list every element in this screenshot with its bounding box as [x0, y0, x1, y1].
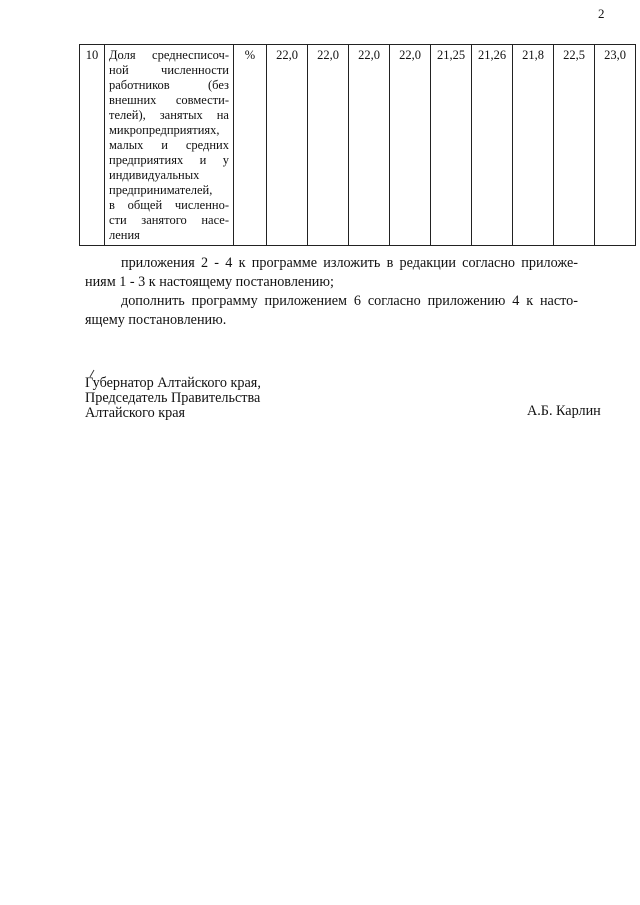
value-cell: 22,0 [267, 45, 308, 246]
signer-name: А.Б. Карлин [527, 403, 601, 419]
indicator-name-line: предприятиях и у [109, 153, 229, 167]
indicator-name-line: работников (без [109, 78, 229, 92]
indicator-name-line: в общей численно- [109, 198, 229, 212]
value-cell: 22,0 [349, 45, 390, 246]
value-cell: 21,8 [513, 45, 554, 246]
value-cell: 23,0 [595, 45, 636, 246]
addition-text: дополнить программу приложением 6 согласно приложению 4 к насто-ящему постановлению. [85, 293, 578, 328]
indicator-name-line: ления [109, 228, 140, 242]
unit-cell: % [234, 45, 267, 246]
indicator-name-line: малых и средних [109, 138, 229, 152]
table-row [80, 45, 636, 246]
indicator-name-line: микропредприятиях, [109, 123, 220, 137]
signature-block [85, 376, 261, 421]
indicator-name-line: индивидуальных [109, 168, 200, 182]
amendment-text: приложения 2 - 4 к программе изложить в редакции согласно приложе-ниям 1 - 3 к настоящему постановлению; [85, 255, 578, 290]
indicator-name-line: предпринимателей, [109, 183, 213, 197]
indicator-table [79, 44, 636, 246]
indicator-name-line: сти занятого насе- [109, 213, 229, 227]
signature-title-line: Алтайского края [85, 405, 186, 421]
value-cell: 21,25 [431, 45, 472, 246]
value-cell: 21,26 [472, 45, 513, 246]
indicator-name-line: Доля среднесписоч- [109, 48, 229, 62]
signature-title-line: Губернатор Алтайского края, [85, 375, 261, 391]
addition-paragraph [85, 292, 578, 330]
value-cell: 22,0 [308, 45, 349, 246]
signature-title-line: Председатель Правительства [85, 390, 261, 406]
indicator-name [105, 45, 234, 246]
row-number: 10 [80, 45, 105, 246]
value-cell: 22,5 [554, 45, 595, 246]
value-cell: 22,0 [390, 45, 431, 246]
indicator-name-line: ной численности [109, 63, 229, 77]
indicator-name-line: телей), занятых на [109, 108, 229, 122]
page-number: 2 [598, 6, 605, 21]
amendment-paragraph [85, 254, 578, 292]
indicator-name-line: внешних совмести- [109, 93, 229, 107]
